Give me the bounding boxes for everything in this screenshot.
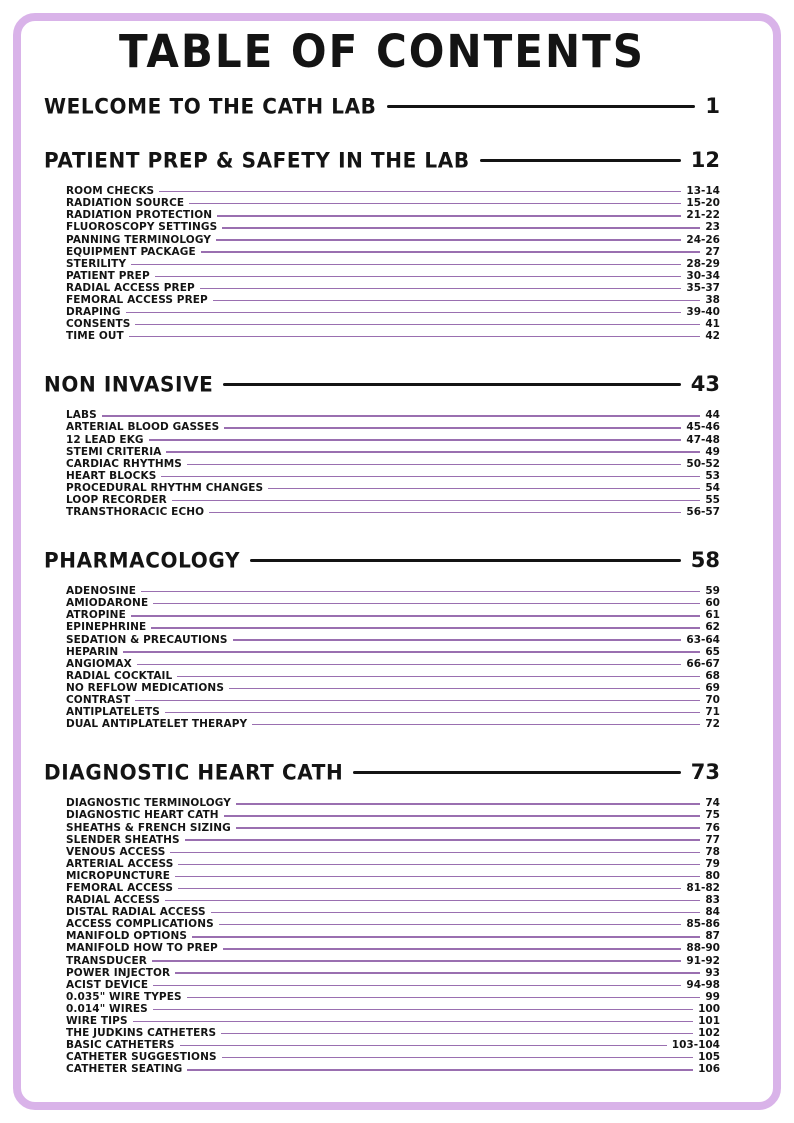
toc-item-page-number: 84 xyxy=(705,906,720,919)
toc-item-label: NO REFLOW MEDICATIONS xyxy=(66,681,224,694)
toc-item-label: DIAGNOSTIC TERMINOLOGY xyxy=(66,797,231,810)
toc-item-label: 12 LEAD EKG xyxy=(66,433,144,446)
toc-item-leader-line xyxy=(159,191,681,192)
toc-item-page-number: 15-20 xyxy=(686,197,720,210)
toc-item-row xyxy=(66,646,720,658)
toc-item-leader-line xyxy=(233,639,682,640)
toc-item-page-number: 79 xyxy=(705,857,720,870)
toc-item-row xyxy=(66,1015,720,1027)
toc-item-label: EPINEPHRINE xyxy=(66,621,147,634)
toc-item-row xyxy=(66,458,720,470)
toc-item-leader-line xyxy=(222,1057,693,1058)
toc-item-leader-line xyxy=(178,888,681,889)
toc-item-row xyxy=(66,1051,720,1063)
toc-item-leader-line xyxy=(189,203,681,204)
toc-item-leader-line xyxy=(180,1045,667,1046)
toc-item-leader-line xyxy=(201,251,701,252)
toc-item-leader-line xyxy=(221,1033,693,1034)
toc-item-row xyxy=(66,942,720,954)
section-leader-line xyxy=(480,159,681,162)
toc-item-label: HEPARIN xyxy=(66,645,119,658)
toc-item-row xyxy=(66,306,720,318)
toc-item-row xyxy=(66,858,720,870)
toc-item-page-number: 38 xyxy=(705,293,720,306)
toc-item-leader-line xyxy=(153,603,700,604)
toc-item-label: RADIATION SOURCE xyxy=(66,197,185,210)
toc-item-leader-line xyxy=(135,700,700,701)
section-title: WELCOME TO THE CATH LAB xyxy=(44,93,377,119)
section-item-list xyxy=(66,409,720,518)
toc-item-leader-line xyxy=(123,651,700,652)
toc-item-leader-line xyxy=(137,664,682,665)
toc-item-leader-line xyxy=(222,227,700,228)
toc-item-row xyxy=(66,979,720,991)
toc-item-page-number: 76 xyxy=(705,821,720,834)
toc-item-label: MANIFOLD HOW TO PREP xyxy=(66,942,218,955)
toc-item-row xyxy=(66,991,720,1003)
toc-item-row xyxy=(66,494,720,506)
toc-item-leader-line xyxy=(149,439,682,440)
toc-item-leader-line xyxy=(229,688,700,689)
toc-item-label: LABS xyxy=(66,409,97,422)
toc-item-label: DUAL ANTIPLATELET THERAPY xyxy=(66,718,248,731)
toc-item-label: TRANSDUCER xyxy=(66,954,147,967)
toc-item-row xyxy=(66,246,720,258)
toc-item-label: TRANSTHORACIC ECHO xyxy=(66,506,205,519)
toc-item-page-number: 68 xyxy=(705,669,720,682)
toc-item-page-number: 103-104 xyxy=(671,1039,720,1052)
toc-item-label: DIAGNOSTIC HEART CATH xyxy=(66,809,219,822)
toc-item-page-number: 63-64 xyxy=(686,633,720,646)
section-item-list xyxy=(66,797,720,1075)
toc-item-page-number: 45-46 xyxy=(686,421,720,434)
toc-item-page-number: 91-92 xyxy=(686,954,720,967)
toc-item-row xyxy=(66,294,720,306)
toc-item-row xyxy=(66,682,720,694)
toc-item-page-number: 78 xyxy=(705,845,720,858)
toc-item-label: ATROPINE xyxy=(66,609,126,622)
toc-item-page-number: 13-14 xyxy=(686,185,720,198)
section-leader-line xyxy=(387,105,696,108)
section-title: DIAGNOSTIC HEART CATH xyxy=(44,759,344,785)
section-item-list xyxy=(66,585,720,730)
toc-item-leader-line xyxy=(153,1009,693,1010)
toc-item-page-number: 83 xyxy=(705,894,720,907)
toc-item-leader-line xyxy=(224,815,701,816)
toc-item-row xyxy=(66,834,720,846)
toc-item-label: 0.035" WIRE TYPES xyxy=(66,990,182,1003)
toc-section xyxy=(44,760,720,1075)
toc-item-row xyxy=(66,597,720,609)
toc-item-page-number: 85-86 xyxy=(686,918,720,931)
toc-item-leader-line xyxy=(209,512,681,513)
toc-item-label: SEDATION & PRECAUTIONS xyxy=(66,633,228,646)
toc-sections xyxy=(44,94,720,1075)
toc-item-label: CONSENTS xyxy=(66,318,131,331)
toc-item-leader-line xyxy=(152,960,681,961)
toc-item-page-number: 49 xyxy=(705,445,720,458)
toc-item-row xyxy=(66,797,720,809)
toc-item-leader-line xyxy=(268,488,700,489)
toc-item-page-number: 106 xyxy=(698,1063,720,1076)
toc-item-label: TIME OUT xyxy=(66,330,124,343)
toc-item-row xyxy=(66,894,720,906)
toc-item-row xyxy=(66,282,720,294)
toc-item-label: SHEATHS & FRENCH SIZING xyxy=(66,821,231,834)
toc-item-leader-line xyxy=(141,591,700,592)
toc-item-row xyxy=(66,1027,720,1039)
toc-item-leader-line xyxy=(151,627,700,628)
toc-item-label: STEMI CRITERIA xyxy=(66,445,162,458)
toc-item-page-number: 23 xyxy=(705,221,720,234)
toc-item-row xyxy=(66,482,720,494)
toc-item-page-number: 72 xyxy=(705,718,720,731)
toc-item-row xyxy=(66,670,720,682)
toc-item-leader-line xyxy=(166,451,700,452)
toc-section xyxy=(44,548,720,730)
toc-item-page-number: 81-82 xyxy=(686,881,720,894)
toc-item-leader-line xyxy=(187,997,701,998)
toc-item-leader-line xyxy=(185,839,701,840)
toc-item-row xyxy=(66,846,720,858)
toc-item-label: RADIAL ACCESS xyxy=(66,894,160,907)
toc-item-label: STERILITY xyxy=(66,257,127,270)
toc-item-page-number: 47-48 xyxy=(686,433,720,446)
toc-item-row xyxy=(66,446,720,458)
toc-item-page-number: 80 xyxy=(705,869,720,882)
toc-section xyxy=(44,94,720,118)
toc-item-leader-line xyxy=(133,1021,693,1022)
toc-item-label: AMIODARONE xyxy=(66,597,149,610)
toc-item-leader-line xyxy=(224,427,681,428)
toc-item-label: POWER INJECTOR xyxy=(66,966,171,979)
toc-item-page-number: 59 xyxy=(705,585,720,598)
toc-item-page-number: 42 xyxy=(705,330,720,343)
toc-item-page-number: 66-67 xyxy=(686,657,720,670)
toc-item-page-number: 99 xyxy=(705,990,720,1003)
toc-item-label: RADIAL COCKTAIL xyxy=(66,669,173,682)
toc-item-row xyxy=(66,318,720,330)
toc-item-label: FEMORAL ACCESS PREP xyxy=(66,293,208,306)
toc-item-row xyxy=(66,221,720,233)
toc-item-label: SLENDER SHEATHS xyxy=(66,833,180,846)
toc-item-leader-line xyxy=(216,239,681,240)
toc-item-page-number: 28-29 xyxy=(686,257,720,270)
toc-item-row xyxy=(66,1039,720,1051)
toc-item-page-number: 70 xyxy=(705,694,720,707)
toc-item-row xyxy=(66,955,720,967)
toc-item-leader-line xyxy=(252,724,700,725)
toc-item-leader-line xyxy=(165,900,700,901)
toc-item-page-number: 55 xyxy=(705,494,720,507)
toc-item-leader-line xyxy=(172,500,701,501)
toc-item-row xyxy=(66,906,720,918)
toc-item-row xyxy=(66,918,720,930)
toc-item-leader-line xyxy=(178,864,700,865)
toc-item-page-number: 105 xyxy=(698,1051,720,1064)
toc-item-label: PROCEDURAL RHYTHM CHANGES xyxy=(66,481,264,494)
toc-item-label: LOOP RECORDER xyxy=(66,494,167,507)
toc-item-page-number: 35-37 xyxy=(686,281,720,294)
toc-item-page-number: 54 xyxy=(705,481,720,494)
section-title: NON INVASIVE xyxy=(44,371,214,397)
toc-item-label: THE JUDKINS CATHETERS xyxy=(66,1027,217,1040)
toc-item-leader-line xyxy=(175,876,700,877)
section-page-number: 12 xyxy=(690,148,720,173)
toc-item-label: FEMORAL ACCESS xyxy=(66,881,174,894)
toc-item-leader-line xyxy=(131,615,701,616)
toc-item-row xyxy=(66,967,720,979)
toc-item-label: ACIST DEVICE xyxy=(66,978,149,991)
toc-item-row xyxy=(66,634,720,646)
toc-item-page-number: 27 xyxy=(705,245,720,258)
toc-section xyxy=(44,148,720,342)
toc-item-leader-line xyxy=(187,464,681,465)
toc-item-page-number: 39-40 xyxy=(686,306,720,319)
toc-item-leader-line xyxy=(213,300,701,301)
toc-item-page-number: 101 xyxy=(698,1015,720,1028)
section-heading-row xyxy=(44,548,720,572)
toc-item-page-number: 65 xyxy=(705,645,720,658)
toc-item-page-number: 94-98 xyxy=(686,978,720,991)
section-leader-line xyxy=(223,383,680,386)
page-title: TABLE OF CONTENTS xyxy=(118,24,646,78)
toc-item-label: MICROPUNCTURE xyxy=(66,869,171,882)
toc-item-label: 0.014" WIRES xyxy=(66,1002,148,1015)
toc-item-label: CONTRAST xyxy=(66,694,131,707)
toc-item-leader-line xyxy=(126,312,682,313)
toc-item-row xyxy=(66,1003,720,1015)
toc-item-label: ARTERIAL BLOOD GASSES xyxy=(66,421,220,434)
section-heading-row xyxy=(44,372,720,396)
toc-item-page-number: 71 xyxy=(705,706,720,719)
toc-item-page-number: 61 xyxy=(705,609,720,622)
toc-item-label: HEART BLOCKS xyxy=(66,469,157,482)
toc-item-row xyxy=(66,330,720,342)
toc-item-page-number: 30-34 xyxy=(686,269,720,282)
toc-item-label: WIRE TIPS xyxy=(66,1015,128,1028)
toc-item-leader-line xyxy=(102,415,701,416)
toc-item-page-number: 69 xyxy=(705,681,720,694)
toc-item-page-number: 60 xyxy=(705,597,720,610)
toc-item-page-number: 50-52 xyxy=(686,457,720,470)
toc-item-page-number: 88-90 xyxy=(686,942,720,955)
section-leader-line xyxy=(353,771,680,774)
toc-item-leader-line xyxy=(223,948,682,949)
toc-item-leader-line xyxy=(170,852,700,853)
section-page-number: 73 xyxy=(690,760,720,785)
toc-section xyxy=(44,372,720,518)
toc-item-leader-line xyxy=(177,676,700,677)
toc-item-label: DISTAL RADIAL ACCESS xyxy=(66,906,206,919)
toc-item-row xyxy=(66,1063,720,1075)
toc-item-row xyxy=(66,809,720,821)
section-title: PATIENT PREP & SAFETY IN THE LAB xyxy=(44,147,470,173)
toc-item-page-number: 62 xyxy=(705,621,720,634)
toc-item-leader-line xyxy=(187,1069,693,1070)
section-heading-row xyxy=(44,94,720,118)
section-leader-line xyxy=(250,559,681,562)
toc-item-label: ADENOSINE xyxy=(66,585,137,598)
toc-item-leader-line xyxy=(217,215,681,216)
toc-item-page-number: 53 xyxy=(705,469,720,482)
toc-item-row xyxy=(66,209,720,221)
toc-item-page-number: 77 xyxy=(705,833,720,846)
toc-item-row xyxy=(66,882,720,894)
section-page-number: 58 xyxy=(690,548,720,573)
toc-item-leader-line xyxy=(192,936,700,937)
toc-item-row xyxy=(66,821,720,833)
toc-item-label: RADIAL ACCESS PREP xyxy=(66,281,195,294)
toc-item-leader-line xyxy=(236,827,700,828)
toc-item-label: EQUIPMENT PACKAGE xyxy=(66,245,196,258)
toc-item-row xyxy=(66,270,720,282)
toc-item-label: RADIATION PROTECTION xyxy=(66,209,213,222)
toc-item-leader-line xyxy=(161,476,700,477)
toc-item-label: ANTIPLATELETS xyxy=(66,706,160,719)
toc-item-label: ARTERIAL ACCESS xyxy=(66,857,174,870)
toc-item-row xyxy=(66,706,720,718)
section-item-list xyxy=(66,185,720,342)
toc-item-page-number: 87 xyxy=(705,930,720,943)
toc-item-row xyxy=(66,718,720,730)
toc-item-label: ANGIOMAX xyxy=(66,657,132,670)
toc-item-row xyxy=(66,434,720,446)
toc-item-leader-line xyxy=(211,912,701,913)
toc-item-row xyxy=(66,506,720,518)
toc-item-row xyxy=(66,621,720,633)
toc-item-row xyxy=(66,585,720,597)
toc-item-row xyxy=(66,694,720,706)
toc-item-row xyxy=(66,470,720,482)
toc-item-row xyxy=(66,185,720,197)
toc-item-page-number: 74 xyxy=(705,797,720,810)
toc-item-row xyxy=(66,233,720,245)
toc-item-label: PATIENT PREP xyxy=(66,269,150,282)
toc-item-leader-line xyxy=(165,712,700,713)
toc-item-row xyxy=(66,658,720,670)
toc-item-label: PANNING TERMINOLOGY xyxy=(66,233,212,246)
section-heading-row xyxy=(44,760,720,784)
toc-item-page-number: 44 xyxy=(705,409,720,422)
toc-item-label: ROOM CHECKS xyxy=(66,185,155,198)
toc-item-page-number: 75 xyxy=(705,809,720,822)
section-title: PHARMACOLOGY xyxy=(44,547,241,573)
toc-item-label: VENOUS ACCESS xyxy=(66,845,166,858)
toc-item-label: CARDIAC RHYTHMS xyxy=(66,457,182,470)
section-page-number: 43 xyxy=(690,372,720,397)
toc-item-row xyxy=(66,197,720,209)
toc-item-leader-line xyxy=(129,336,701,337)
toc-item-row xyxy=(66,930,720,942)
toc-item-page-number: 100 xyxy=(698,1002,720,1015)
toc-item-label: BASIC CATHETERS xyxy=(66,1039,175,1052)
toc-item-row xyxy=(66,421,720,433)
section-heading-row xyxy=(44,148,720,172)
toc-item-leader-line xyxy=(175,972,700,973)
toc-item-label: MANIFOLD OPTIONS xyxy=(66,930,187,943)
toc-item-label: DRAPING xyxy=(66,306,121,319)
toc-item-page-number: 102 xyxy=(698,1027,720,1040)
toc-item-leader-line xyxy=(135,324,700,325)
toc-item-row xyxy=(66,870,720,882)
toc-item-label: ACCESS COMPLICATIONS xyxy=(66,918,214,931)
toc-item-label: CATHETER SUGGESTIONS xyxy=(66,1051,217,1064)
toc-item-row xyxy=(66,609,720,621)
toc-item-leader-line xyxy=(155,276,682,277)
toc-item-page-number: 56-57 xyxy=(686,506,720,519)
toc-item-page-number: 93 xyxy=(705,966,720,979)
toc-item-leader-line xyxy=(131,264,681,265)
toc-item-leader-line xyxy=(200,288,682,289)
section-page-number: 1 xyxy=(705,94,720,119)
toc-item-row xyxy=(66,258,720,270)
toc-item-label: CATHETER SEATING xyxy=(66,1063,183,1076)
toc-item-label: FLUOROSCOPY SETTINGS xyxy=(66,221,218,234)
toc-item-leader-line xyxy=(219,924,682,925)
toc-item-leader-line xyxy=(236,803,700,804)
toc-item-page-number: 21-22 xyxy=(686,209,720,222)
toc-item-page-number: 41 xyxy=(705,318,720,331)
toc-item-leader-line xyxy=(153,985,681,986)
toc-item-row xyxy=(66,409,720,421)
toc-item-page-number: 24-26 xyxy=(686,233,720,246)
